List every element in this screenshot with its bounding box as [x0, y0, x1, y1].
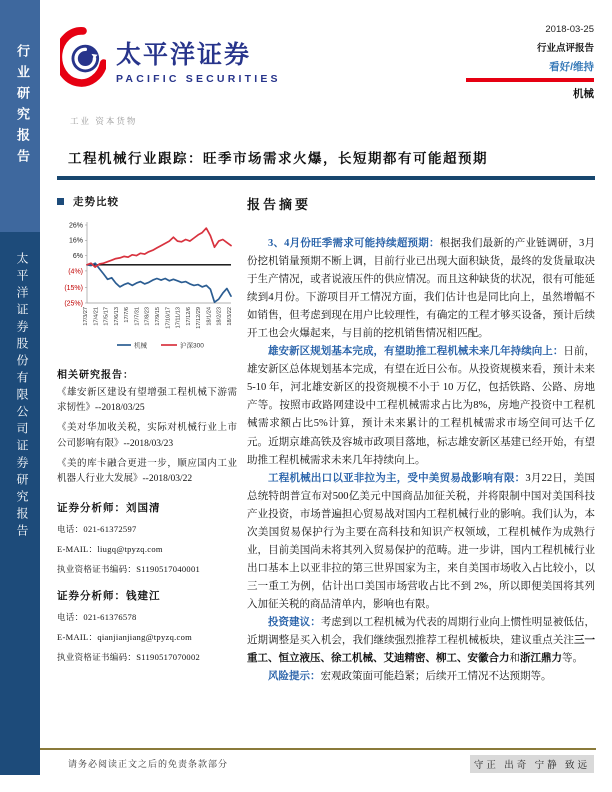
header-meta: [444, 24, 594, 101]
summary-paragraph: 风险提示：宏观政策面可能趋紧；后续开工情况不达预期等。: [268, 671, 552, 683]
svg-text:17/9/15: 17/9/15: [155, 307, 161, 326]
red-divider: [466, 78, 594, 82]
analyst-block: [57, 588, 237, 663]
svg-text:18/2/23: 18/2/23: [216, 307, 223, 326]
sidebar-bottom-label: 太平洋证券股份有限公司证券研究报告: [15, 252, 29, 541]
brand-name-cn: 太平洋证券: [116, 41, 252, 69]
summary-paragraph: 3、4月份旺季需求可能持续超预期：根据我们最新的产业链调研，3月份挖机销量预期不断上调，目前行业已出现大面积缺货，最终的发货量取决于生产情况，或者说液压件的供应情况。而且这种缺货的状况，很有可能延续到4月份。下游项目开工情况方面，我们估计也是同比向上，虽然增幅不如销售，但考虑到现在用户比较理性，有确定的工程才够买设备，预计后续开工也会火爆起来，与目前的挖机销售情况相匹配。: [247, 238, 596, 340]
svg-text:(25%): (25%): [64, 300, 83, 308]
related-report-item: 《美对华加收关税，实际对机械行业上市公司影响有限》--2018/03/23: [57, 423, 237, 449]
report-title: 工程机械行业跟踪：旺季市场需求火爆，长短期都有可能超预期: [68, 151, 488, 166]
related-reports-heading: 相关研究报告：: [57, 370, 134, 381]
square-bullet-icon: [57, 198, 64, 205]
report-date: 2018-03-25: [545, 24, 594, 35]
analyst-cert: 执业资格证书编码：S1190517070002: [57, 652, 201, 663]
svg-text:17/7/31: 17/7/31: [134, 307, 141, 326]
analyst-phone: 电话：021-61376578: [57, 612, 137, 623]
pacific-logo-icon: [60, 26, 106, 93]
sidebar-top-label: 行业研究报告: [15, 44, 30, 170]
svg-text:17/6/13: 17/6/13: [113, 307, 120, 326]
footer-divider: [40, 748, 596, 750]
svg-text:6%: 6%: [72, 253, 83, 260]
svg-text:17/11/13: 17/11/13: [175, 307, 182, 329]
industry-name: 机械: [573, 87, 594, 100]
analyst-email: E-MAIL：liugq@tpyzq.com: [57, 544, 163, 555]
svg-text:(4%): (4%): [68, 268, 83, 276]
svg-text:17/5/17: 17/5/17: [103, 307, 110, 326]
svg-text:17/12/29: 17/12/29: [196, 307, 203, 329]
trend-chart: [57, 217, 237, 356]
analyst-email: E-MAIL：qianjianjiang@tpyzq.com: [57, 632, 193, 643]
summary-body: [247, 235, 595, 686]
svg-text:17/10/17: 17/10/17: [165, 307, 172, 329]
footer-motto: 守正 出奇 宁静 致远: [470, 755, 594, 773]
trend-chart-svg: [57, 217, 237, 351]
analyst-cert: 执业资格证书编码：S1190517040001: [57, 564, 201, 575]
svg-text:17/8/23: 17/8/23: [144, 307, 151, 326]
analyst-phone: 电话：021-61372597: [57, 524, 137, 535]
trend-section-heading: [57, 194, 237, 209]
analyst-name: 证券分析师：刘国清: [57, 503, 161, 515]
industry-rating: 看好/维持: [549, 61, 594, 73]
svg-text:18/1/24: 18/1/24: [206, 307, 213, 326]
report-type: 行业点评报告: [536, 43, 594, 54]
brand-block: [60, 26, 281, 93]
related-report-item: 《美的库卡融合更进一步，顺应国内工业机器人行业大发展》--2018/03/22: [57, 458, 237, 484]
svg-text:机械: 机械: [134, 342, 147, 350]
sidebar-top-band: [0, 0, 40, 232]
left-column: [57, 194, 237, 663]
footer-disclaimer: 请务必阅读正文之后的免责条款部分: [68, 759, 229, 769]
analyst-name: 证券分析师：钱建江: [57, 591, 161, 603]
trend-heading-label: 走势比较: [73, 196, 119, 208]
svg-text:17/7/6: 17/7/6: [124, 307, 131, 323]
summary-paragraph: 雄安新区规划基本完成，有望助推工程机械未来几年持续向上：日前，雄安新区总体规划基本完成，有望在近日公布。从投资规模来看，预计未来 5-10 年，河北雄安新区的投资规模不小于 10 万亿，包括铁路、公路、房地产等。按照市政路网建设中工程机械需求占比为8%，房地产投资中工程机械需求额占比5%计算，预计未来累计的工程机械需求市场空间可达千亿元。近期京雄高铁及容城市政项目落地，标志雄安新区基建已经开始，有望助推工程机械需求未来几年持续向上。: [247, 346, 596, 466]
summary-paragraph: 工程机械出口以亚非拉为主，受中美贸易战影响有限：3月22日，美国总统特朗普宣布对500亿美元中国商品加征关税，并将限制中国对美国科技产业投资，市场普遍担心贸易战对国内工程机械行业的影响。我们认为，本次美国贸易保护行为主要在高科技和知识产权领域，工程机械作为成熟行业，目前美国尚未将其列入贸易保护的范畴。进一步讲，国内工程机械行业出口基本上以亚非拉的第三世界国家为主，来自美国市场收入占比较小，以三一重工为例，估计出口美国市场营收占比不到 2%，所以即便美国将其列入加征关税的商品清单内，影响也有限。: [247, 472, 596, 610]
related-report-item: 《雄安新区建设有望增强工程机械下游需求韧性》--2018/03/25: [57, 388, 237, 414]
industry-category: 工业 资本货物: [70, 116, 138, 126]
svg-text:18/3/22: 18/3/22: [227, 307, 233, 326]
brand-name-en: PACIFIC SECURITIES: [116, 72, 281, 85]
summary-paragraph: 投资建议：考虑到以工程机械为代表的周期行业向上惯性明显被低估，近期调整是买入机会，我们继续强烈推荐工程机械板块，建议重点关注三一重工、恒立液压、徐工机械、艾迪精密、柳工、安徽合力和浙江鼎力等。: [247, 616, 595, 665]
svg-text:16%: 16%: [68, 237, 83, 245]
summary-column: [247, 194, 595, 686]
analyst-block: [57, 500, 237, 575]
summary-heading: 报告摘要: [247, 197, 312, 212]
svg-text:(15%): (15%): [64, 285, 83, 293]
related-reports-section: [57, 366, 237, 487]
sidebar-bottom-band: [0, 232, 40, 775]
svg-text:17/3/27: 17/3/27: [83, 307, 89, 326]
svg-text:26%: 26%: [68, 222, 83, 230]
svg-text:沪深300: 沪深300: [180, 342, 204, 350]
svg-text:17/12/6: 17/12/6: [185, 307, 192, 326]
svg-text:17/4/21: 17/4/21: [93, 307, 100, 326]
title-divider: [57, 176, 595, 180]
